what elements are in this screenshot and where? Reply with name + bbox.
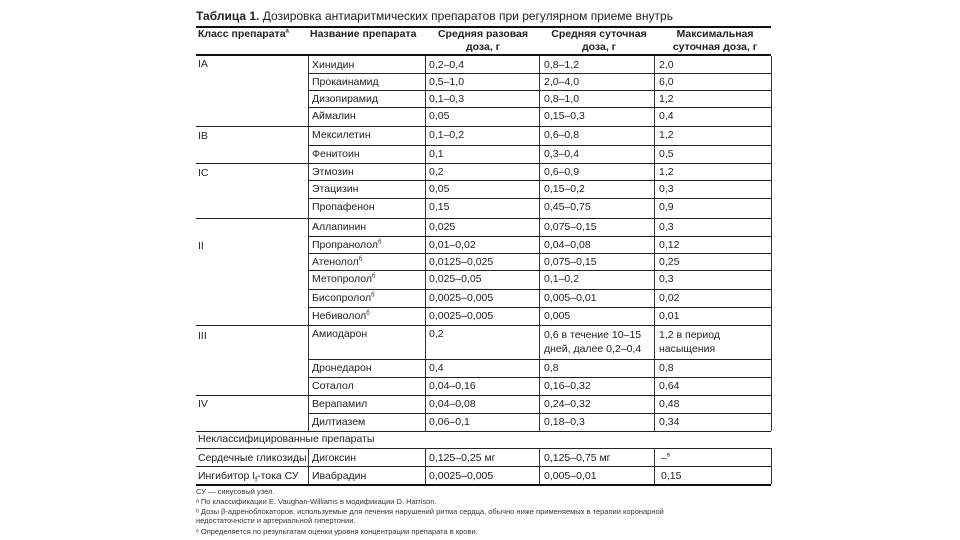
drug-name-cell — [312, 416, 365, 428]
drug-name-footnote: б — [366, 310, 370, 317]
footnote: ᵇ Дозы β-адреноблокаторов, используемые для лечения нарушений ритма сердца, обычно ниже применяемых в терапии коронарной — [196, 507, 664, 516]
max-dose-cell: 0,9 — [659, 201, 674, 213]
single-dose-cell: 0,05 — [429, 183, 450, 195]
single-dose-cell: 0,5–1,0 — [429, 76, 465, 88]
row-divider — [308, 307, 771, 308]
drug-name-cell — [312, 256, 362, 268]
daily-dose-cell: 0,15–0,2 — [544, 183, 585, 195]
daily-dose-cell: 0,075–0,15 — [544, 221, 597, 233]
drug-name: Метопролол — [312, 273, 373, 285]
drug-name-cell — [312, 310, 370, 322]
single-dose-cell: 0,2 — [429, 166, 444, 178]
single-dose-cell: 0,025–0,05 — [429, 273, 482, 285]
drug-name-cell — [312, 328, 367, 340]
drug-name-cell — [312, 129, 371, 141]
max-dose-cell — [661, 452, 670, 464]
daily-dose-cell: 0,04–0,08 — [544, 239, 591, 251]
drug-class-label: IC — [198, 167, 209, 179]
max-dose-cell: 0,64 — [659, 380, 680, 392]
row-divider — [308, 145, 771, 146]
row-divider — [308, 180, 771, 181]
drug-name-cell — [312, 362, 372, 374]
daily-dose-cell: 0,005 — [544, 310, 571, 322]
daily-dose-cell: 0,24–0,32 — [544, 398, 591, 410]
drug-name-cell — [312, 398, 367, 410]
drug-name: Амиодарон — [312, 328, 368, 340]
max-dose-cell: 0,02 — [659, 292, 680, 304]
max-dose-cell: 0,34 — [659, 416, 680, 428]
drug-name-footnote: б — [371, 292, 375, 299]
daily-dose-cell: 0,075–0,15 — [544, 256, 597, 268]
daily-dose-cell: 0,6–0,8 — [544, 129, 580, 141]
drug-class-label: IA — [198, 58, 208, 70]
column-divider — [771, 56, 772, 431]
single-dose-cell: 0,0025–0,005 — [429, 292, 494, 304]
drug-name: Ивабрадин — [312, 470, 367, 482]
max-dose-cell: 0,01 — [659, 310, 680, 322]
footnote: ᵉ Определяется по результатам оценки уровня концентрации препарата в крови. — [196, 527, 478, 536]
drug-name-cell — [312, 239, 381, 251]
extra-class-cell — [198, 452, 307, 464]
drug-name-cell — [312, 201, 375, 213]
max-dose-cell: 1,2 — [659, 166, 674, 178]
max-dose-cell: 0,3 — [659, 183, 674, 195]
max-dose-cell: 1,2 — [659, 93, 674, 105]
daily-dose-cell: 0,8–1,2 — [544, 59, 580, 71]
drug-name: Этмозин — [312, 166, 354, 178]
daily-dose-cell: 0,8–1,0 — [544, 93, 580, 105]
drug-name-cell — [312, 221, 366, 233]
drug-name: Соталол — [312, 380, 354, 392]
table-title-text: Дозировка антиаритмических препаратов при регулярном приеме внутрь — [259, 9, 673, 23]
single-dose-cell: 0,2–0,4 — [429, 59, 465, 71]
column-divider — [308, 56, 309, 431]
daily-dose-cell: 0,18–0,3 — [544, 416, 585, 428]
single-dose-cell: 0,2 — [429, 328, 444, 340]
row-divider — [196, 466, 771, 467]
daily-dose-cell: 2,0–4,0 — [544, 76, 580, 88]
row-divider — [308, 236, 771, 237]
drug-name-cell — [312, 93, 378, 105]
header-max: Максимальная суточная доза, г — [672, 28, 758, 53]
single-dose-cell: 0,0025–0,005 — [429, 470, 494, 482]
daily-dose-cell: 0,1–0,2 — [544, 273, 580, 285]
max-dose-cell: 0,48 — [659, 398, 680, 410]
single-dose-cell: 0,1 — [429, 148, 444, 160]
drug-name: Этацизин — [312, 183, 359, 195]
drug-name: Верапамил — [312, 398, 368, 410]
footnote: ᵃ По классификации E. Vaughan-Williams в модификации D. Harrison. — [196, 497, 437, 506]
row-divider — [196, 325, 771, 326]
column-divider — [539, 56, 540, 431]
max-dose-cell — [661, 470, 681, 482]
drug-name: Аллапинин — [312, 221, 367, 233]
max-dose-cell: 0,3 — [659, 273, 674, 285]
single-dose-cell: 0,15 — [429, 201, 450, 213]
row-divider — [308, 107, 771, 108]
max-dose-cell: 1,2 в период насыщения — [659, 329, 720, 355]
drug-name-cell — [312, 380, 354, 392]
single-dose-cell: 0,025 — [429, 221, 456, 233]
single-dose-cell: 0,1–0,3 — [429, 93, 465, 105]
daily-dose-cell: 0,8 — [544, 362, 559, 374]
row-divider — [308, 289, 771, 290]
drug-name-cell — [312, 273, 375, 285]
column-divider — [425, 56, 426, 431]
header-name: Название препарата — [310, 28, 417, 40]
daily-dose-cell: 0,15–0,3 — [544, 110, 585, 122]
drug-name: Небиволол — [312, 310, 367, 322]
single-dose-cell: 0,4 — [429, 362, 444, 374]
row-divider — [196, 126, 771, 127]
drug-name-cell — [312, 59, 354, 71]
max-dose-cell: 0,8 — [659, 362, 674, 374]
drug-name-footnote: б — [372, 273, 376, 280]
drug-name-footnote: б — [377, 239, 382, 246]
header-class-footnote: a — [285, 28, 289, 35]
single-dose-cell: 0,125–0,25 мг — [429, 452, 496, 464]
row-divider — [196, 218, 771, 219]
row-divider — [308, 270, 771, 271]
drug-name-footnote: б — [358, 256, 363, 263]
row-divider — [308, 413, 771, 414]
daily-dose-cell: 0,16–0,32 — [544, 380, 591, 392]
header-dose: Средняя разовая доза, г — [437, 28, 529, 53]
drug-name: Дизопирамид — [312, 93, 378, 105]
column-divider — [654, 56, 655, 431]
footnote: недостаточности и артериальной гипертонии. — [196, 516, 356, 525]
daily-dose-cell: 0,005–0,01 — [544, 470, 597, 482]
drug-name-cell — [312, 76, 379, 88]
drug-name-cell — [312, 110, 356, 122]
table-title — [196, 9, 673, 23]
single-dose-cell: 0,0025–0,005 — [429, 310, 494, 322]
single-dose-cell: 0,06–0,1 — [429, 416, 470, 428]
single-dose-cell: 0,04–0,08 — [429, 398, 476, 410]
max-dose-value: – — [661, 452, 667, 464]
daily-dose-cell: 0,005–0,01 — [544, 292, 597, 304]
table-title-label: Таблица 1. — [196, 9, 260, 23]
row-divider — [196, 395, 771, 396]
max-dose-value: 0,15 — [661, 470, 682, 482]
header-class — [198, 28, 302, 41]
bottom-rule — [196, 484, 771, 486]
drug-name: Пропафенон — [312, 201, 375, 213]
extra-class-tail: -тока СУ — [257, 470, 299, 482]
daily-dose-cell: 0,6 в течение 10–15 дней, далее 0,2–0,4 — [544, 329, 642, 355]
single-dose-cell: 0,05 — [429, 110, 450, 122]
drug-name: Аймалин — [312, 110, 356, 122]
daily-dose-cell: 0,6–0,9 — [544, 166, 580, 178]
row-divider — [308, 377, 771, 378]
row-divider — [308, 73, 771, 74]
single-dose-cell: 0,01–0,02 — [429, 239, 476, 251]
drug-class-label: III — [198, 330, 207, 342]
daily-dose-cell: 0,3–0,4 — [544, 148, 580, 160]
single-dose-cell: 0,0125–0,025 — [429, 256, 494, 268]
max-dose-cell: 0,25 — [659, 256, 680, 268]
drug-name: Бисопролол — [312, 292, 372, 304]
drug-name: Дигоксин — [312, 452, 357, 464]
row-divider — [196, 431, 771, 432]
single-dose-cell: 0,1–0,2 — [429, 129, 465, 141]
drug-name-cell — [312, 183, 358, 195]
header-daily: Средняя суточная доза, г — [551, 28, 647, 53]
drug-name: Пропранолол — [312, 239, 378, 251]
max-dose-cell: 1,2 — [659, 129, 674, 141]
drug-name: Фенитоин — [312, 148, 360, 160]
drug-name-cell — [312, 148, 360, 160]
drug-name: Мексилетин — [312, 129, 371, 141]
drug-name-cell — [312, 292, 375, 304]
drug-name: Атенолол — [312, 256, 359, 268]
drug-name: Хинидин — [312, 59, 355, 71]
row-divider — [308, 253, 771, 254]
unclassified-label: Неклассифицированные препараты — [198, 433, 375, 445]
drug-name: Прокаинамид — [312, 76, 379, 88]
unclassified-rule — [196, 448, 771, 449]
row-divider — [308, 90, 771, 91]
max-dose-cell: 0,4 — [659, 110, 674, 122]
row-divider — [308, 198, 771, 199]
max-dose-footnote: в — [666, 452, 671, 459]
column-divider — [771, 448, 772, 484]
max-dose-cell: 0,3 — [659, 221, 674, 233]
row-divider — [308, 359, 771, 360]
max-dose-cell: 0,12 — [659, 239, 680, 251]
daily-dose-cell: 0,45–0,75 — [544, 201, 591, 213]
drug-class-label: IV — [198, 398, 208, 410]
drug-name: Дронедарон — [312, 362, 372, 374]
single-dose-cell: 0,04–0,16 — [429, 380, 476, 392]
drug-class-label: IB — [198, 130, 208, 142]
footnote: СУ — синусовый узел. — [196, 487, 275, 496]
extra-class-text: Сердечные гликозиды — [198, 452, 307, 464]
row-divider — [196, 163, 771, 164]
drug-name: Дилтиазем — [312, 416, 366, 428]
extra-class-subscript: f — [255, 477, 258, 485]
header-class-text: Класс препарата — [198, 28, 286, 40]
max-dose-cell: 6,0 — [659, 76, 674, 88]
daily-dose-cell: 0,125–0,75 мг — [544, 452, 611, 464]
drug-class-label: II — [198, 240, 204, 252]
max-dose-cell: 2,0 — [659, 59, 674, 71]
header-rule — [196, 54, 771, 56]
extra-class-text: Ингибитор I — [198, 470, 256, 482]
drug-name-cell — [312, 166, 354, 178]
max-dose-cell: 0,5 — [659, 148, 674, 160]
